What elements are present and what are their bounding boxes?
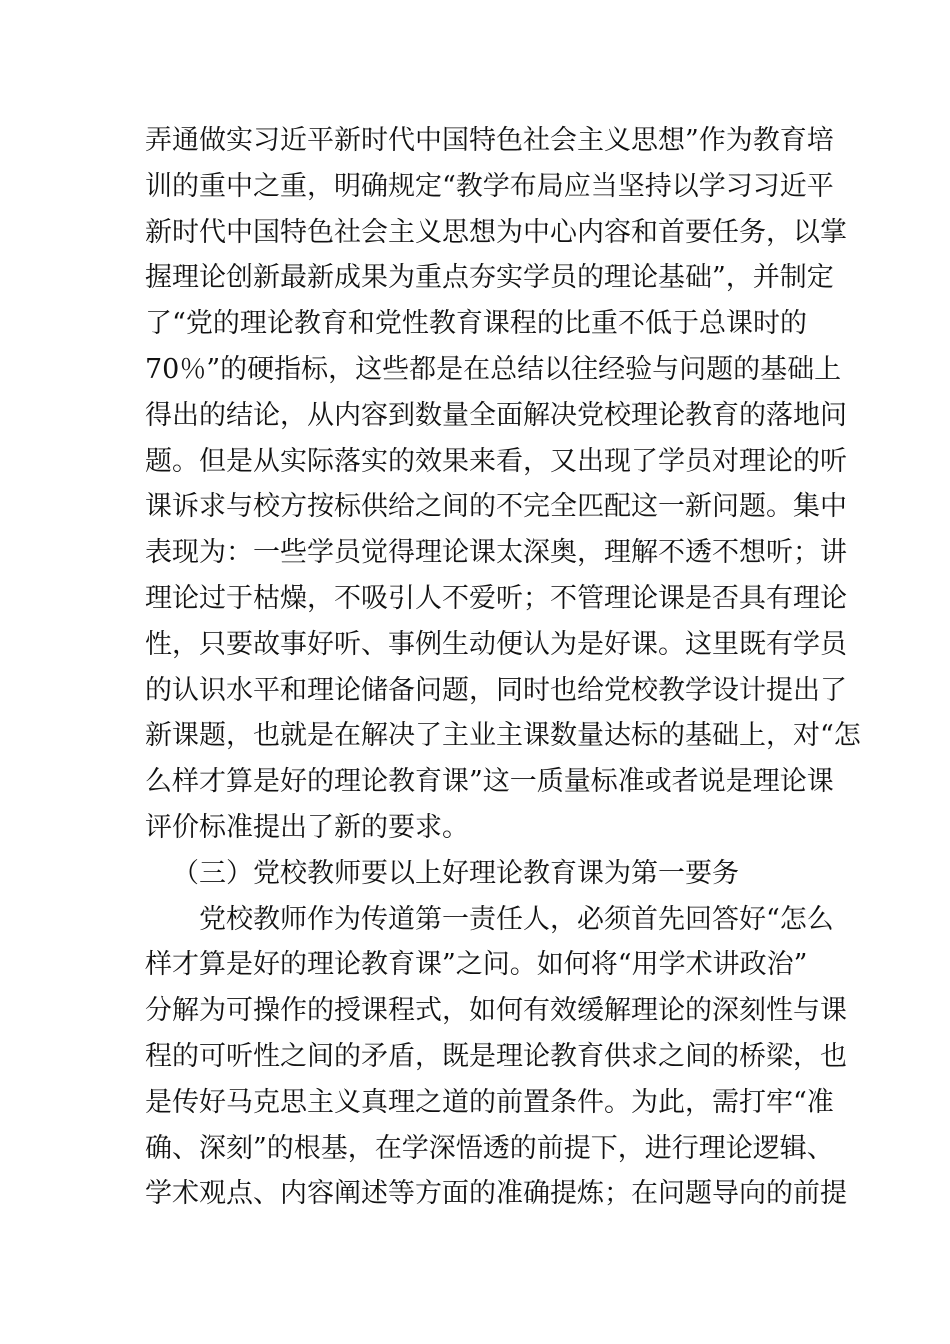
- text-line: 课诉求与校方按标供给之间的不完全匹配这一新问题。集中: [145, 491, 847, 523]
- text-line: 的认识水平和理论储备问题，同时也给党校教学设计提出了: [145, 674, 847, 706]
- text-line: 学术观点、内容阐述等方面的准确提炼；在问题导向的前提: [145, 1178, 847, 1210]
- text-line: 是传好马克思主义真理之道的前置条件。为此，需打牢“准: [145, 1086, 834, 1118]
- text-line: 评价标准提出了新的要求。: [145, 811, 469, 843]
- text-line: 了“党的理论教育和党性教育课程的比重不低于总课时的: [145, 308, 807, 340]
- text-line: 70％”的硬指标，这些都是在总结以往经验与问题的基础上: [145, 353, 842, 385]
- text-line: 训的重中之重，明确规定“教学布局应当坚持以学习习近平: [145, 170, 834, 202]
- section-heading: （三）党校教师要以上好理论教育课为第一要务: [172, 857, 739, 889]
- text-line: 性，只要故事好听、事例生动便认为是好课。这里既有学员: [145, 628, 847, 660]
- text-line: 确、深刻”的根基，在学深悟透的前提下，进行理论逻辑、: [145, 1132, 834, 1164]
- text-line: 分解为可操作的授课程式，如何有效缓解理论的深刻性与课: [145, 995, 847, 1027]
- text-line: 表现为：一些学员觉得理论课太深奥，理解不透不想听；讲: [145, 537, 847, 569]
- paragraph-2: [145, 897, 847, 1218]
- text-line: 么样才算是好的理论教育课”这一质量标准或者说是理论课: [145, 766, 834, 798]
- text-line: 党校教师作为传道第一责任人，必须首先回答好“怎么: [199, 903, 834, 935]
- text-line: 得出的结论，从内容到数量全面解决党校理论教育的落地问: [145, 399, 847, 431]
- text-line: 理论过于枯燥，不吸引人不爱听；不管理论课是否具有理论: [145, 582, 847, 614]
- paragraph-1: [145, 118, 861, 851]
- text-line: 握理论创新最新成果为重点夯实学员的理论基础”，并制定: [145, 262, 834, 294]
- text-line: 样才算是好的理论教育课”之问。如何将“用学术讲政治”: [145, 949, 808, 981]
- text-line: 新课题，也就是在解决了主业主课数量达标的基础上，对“怎: [145, 720, 861, 752]
- text-line: 程的可听性之间的矛盾，既是理论教育供求之间的桥梁，也: [145, 1040, 847, 1072]
- text-line: 新时代中国特色社会主义思想为中心内容和首要任务，以掌: [145, 216, 847, 248]
- text-line: 题。但是从实际落实的效果来看，又出现了学员对理论的听: [145, 445, 847, 477]
- document-body: [145, 118, 861, 1217]
- text-line: 弄通做实习近平新时代中国特色社会主义思想”作为教育培: [145, 125, 834, 156]
